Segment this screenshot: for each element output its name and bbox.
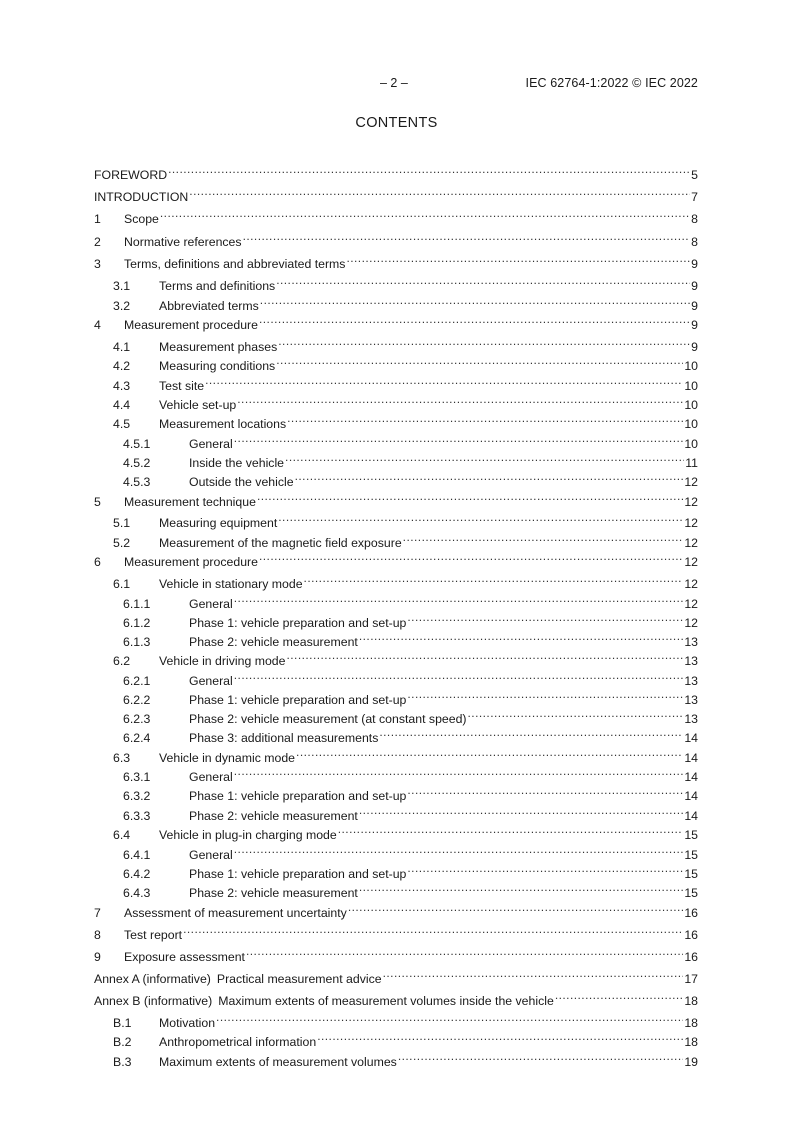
toc-entry-title[interactable]: General — [189, 848, 233, 862]
toc-entry[interactable] — [94, 451, 698, 470]
toc-entry[interactable] — [94, 765, 698, 784]
toc-entry-page: 15 — [684, 828, 698, 842]
dot-leader — [555, 989, 684, 1005]
toc-entry[interactable] — [94, 412, 698, 431]
toc-entry-page: 16 — [684, 928, 698, 942]
toc-entry-title[interactable]: General — [189, 770, 233, 784]
dot-leader — [348, 901, 684, 917]
toc-entry-title[interactable]: Vehicle set-up — [159, 398, 237, 412]
dot-leader — [304, 572, 684, 588]
toc-entry-title[interactable]: Phase 2: vehicle measurement — [189, 809, 358, 823]
toc-entry-number: 5.1 — [113, 516, 131, 530]
toc-entry-number: 6.2.4 — [123, 731, 151, 745]
toc-entry-page: 12 — [684, 516, 698, 530]
toc-entry-number: 4.1 — [113, 340, 131, 354]
toc-entry-page: 18 — [684, 1035, 698, 1049]
toc-entry-page: 14 — [684, 789, 698, 803]
toc-entry[interactable] — [94, 531, 698, 550]
dot-leader — [278, 335, 690, 351]
toc-entry-title[interactable]: Measurement procedure — [124, 555, 258, 569]
toc-entry-title[interactable]: Maximum extents of measurement volumes — [159, 1055, 397, 1069]
toc-entry-number: 6.4.3 — [123, 886, 151, 900]
toc-entry-number: 5.2 — [113, 536, 131, 550]
toc-entry-title[interactable]: Vehicle in dynamic mode — [159, 751, 296, 765]
toc-entry-number: 4.5.3 — [123, 475, 151, 489]
toc-entry-number: 6.2.2 — [123, 693, 151, 707]
dot-leader — [286, 649, 683, 665]
dot-leader — [216, 1011, 683, 1027]
toc-entry-page: 13 — [684, 712, 698, 726]
toc-entry-number: 2 — [94, 235, 101, 249]
toc-entry-number: B.1 — [113, 1016, 132, 1030]
toc-entry-number: 6.2.1 — [123, 674, 151, 688]
toc-entry[interactable] — [94, 313, 698, 332]
dot-leader — [278, 511, 683, 527]
dot-leader — [260, 294, 690, 310]
toc-entry-page: 14 — [684, 751, 698, 765]
toc-entry[interactable] — [94, 1050, 698, 1069]
toc-entry-number: Annex B (informative) — [94, 994, 213, 1008]
toc-entry-page: 12 — [684, 495, 698, 509]
dot-leader — [346, 252, 690, 268]
toc-entry-title[interactable]: Outside the vehicle — [189, 475, 294, 489]
toc-entry-number: 4.3 — [113, 379, 131, 393]
toc-entry-page: 8 — [691, 235, 698, 249]
toc-entry-page: 13 — [684, 654, 698, 668]
toc-entry[interactable] — [94, 572, 698, 591]
toc-entry-title[interactable]: General — [189, 674, 233, 688]
toc-entry-page: 12 — [684, 577, 698, 591]
dot-leader — [407, 611, 683, 627]
toc-entry[interactable] — [94, 989, 698, 1008]
toc-entry[interactable] — [94, 923, 698, 942]
toc-entry-page: 9 — [691, 279, 698, 293]
dot-leader — [234, 765, 684, 781]
dot-leader — [259, 550, 683, 566]
toc-entry-title[interactable]: Scope — [124, 212, 159, 226]
toc-entry-number: 6.3.3 — [123, 809, 151, 823]
dot-leader — [234, 843, 684, 859]
toc-entry-title[interactable]: Exposure assessment — [124, 950, 245, 964]
toc-entry[interactable] — [94, 823, 698, 842]
toc-entry-number: 6.1.1 — [123, 597, 151, 611]
toc-entry-title[interactable]: Phase 3: additional measurements — [189, 731, 379, 745]
toc-entry-page: 12 — [684, 536, 698, 550]
toc-entry-number: 5 — [94, 495, 101, 509]
toc-entry-page: 10 — [684, 398, 698, 412]
toc-entry-title[interactable]: Measuring equipment — [159, 516, 278, 530]
toc-entry-title[interactable]: Test site — [159, 379, 205, 393]
toc-entry-page: 17 — [684, 972, 698, 986]
toc-entry-number: 6.1.2 — [123, 616, 151, 630]
toc-entry-page: 14 — [684, 770, 698, 784]
toc-entry-page: 9 — [691, 257, 698, 271]
toc-entry-page: 12 — [684, 555, 698, 569]
toc-entry-page: 15 — [684, 848, 698, 862]
toc-entry-title[interactable]: Abbreviated terms — [159, 299, 259, 313]
dot-leader — [246, 945, 683, 961]
toc-entry-title[interactable]: Phase 1: vehicle preparation and set-up — [189, 616, 407, 630]
dot-leader — [285, 451, 684, 467]
toc-entry-number: 6.3 — [113, 751, 131, 765]
toc-entry-number: 3.1 — [113, 279, 131, 293]
toc-entry-title[interactable]: Assessment of measurement uncertainty — [124, 906, 347, 920]
toc-entry[interactable] — [94, 784, 698, 803]
toc-entry-page: 8 — [691, 212, 698, 226]
dot-leader — [468, 707, 684, 723]
toc-entry-title[interactable]: Normative references — [124, 235, 242, 249]
toc-entry-number: B.2 — [113, 1035, 132, 1049]
toc-entry-title[interactable]: General — [189, 597, 233, 611]
toc-entry[interactable] — [94, 294, 698, 313]
toc-entry-page: 13 — [684, 693, 698, 707]
toc-entry-page: 9 — [691, 340, 698, 354]
toc-entry-title[interactable]: Inside the vehicle — [189, 456, 285, 470]
dot-leader — [234, 592, 684, 608]
dot-leader — [317, 1030, 683, 1046]
dot-leader — [243, 230, 691, 246]
toc-entry-number: 6.3.2 — [123, 789, 151, 803]
dot-leader — [168, 163, 690, 179]
toc-entry-number: 7 — [94, 906, 101, 920]
dot-leader — [403, 531, 684, 547]
toc-entry-page: 14 — [684, 731, 698, 745]
dot-leader — [383, 967, 684, 983]
toc-entry-title[interactable]: Phase 1: vehicle preparation and set-up — [189, 789, 407, 803]
toc-entry-number: 6.4 — [113, 828, 131, 842]
toc-entry[interactable] — [94, 592, 698, 611]
toc-entry-number: 6 — [94, 555, 101, 569]
toc-entry-page: 15 — [684, 886, 698, 900]
toc-entry[interactable] — [94, 630, 698, 649]
toc-entry[interactable] — [94, 374, 698, 393]
toc-entry[interactable] — [94, 843, 698, 862]
toc-entry-page: 18 — [684, 1016, 698, 1030]
toc-entry-title[interactable]: Vehicle in stationary mode — [159, 577, 303, 591]
toc-entry[interactable] — [94, 511, 698, 530]
toc-entry[interactable] — [94, 901, 698, 920]
toc-entry[interactable] — [94, 862, 698, 881]
dot-leader — [160, 207, 690, 223]
toc-entry[interactable] — [94, 230, 698, 249]
toc-entry-page: 7 — [691, 190, 698, 204]
toc-entry-page: 16 — [684, 950, 698, 964]
toc-entry-title[interactable]: Measurement technique — [124, 495, 256, 509]
toc-entry-page: 10 — [684, 437, 698, 451]
dot-leader — [189, 185, 690, 201]
dot-leader — [234, 432, 684, 448]
dot-leader — [359, 881, 683, 897]
toc-entry-number: 6.2 — [113, 654, 131, 668]
toc-entry[interactable] — [94, 432, 698, 451]
toc-entry-title[interactable]: General — [189, 437, 233, 451]
toc-entry-page: 16 — [684, 906, 698, 920]
dot-leader — [276, 274, 690, 290]
toc-entry-title[interactable]: Practical measurement advice — [216, 972, 382, 986]
toc-entry-page: 18 — [684, 994, 698, 1008]
toc-entry[interactable] — [94, 967, 698, 986]
toc-entry[interactable] — [94, 688, 698, 707]
toc-entry-title[interactable]: Measurement procedure — [124, 318, 258, 332]
dot-leader — [407, 688, 683, 704]
toc-entry-page: 12 — [684, 616, 698, 630]
dot-leader — [205, 374, 683, 390]
toc-entry-page: 10 — [684, 379, 698, 393]
dot-leader — [259, 313, 690, 329]
toc-entry[interactable] — [94, 1011, 698, 1030]
toc-entry[interactable] — [94, 550, 698, 569]
toc-entry-title[interactable]: Motivation — [159, 1016, 216, 1030]
toc-entry-title[interactable]: Phase 2: vehicle measurement — [189, 635, 358, 649]
toc-entry[interactable] — [94, 1030, 698, 1049]
toc-entry-title[interactable]: Measurement locations — [159, 417, 287, 431]
toc-entry-number: 4.4 — [113, 398, 131, 412]
toc-entry-number: 9 — [94, 950, 101, 964]
toc-entry-title[interactable]: Phase 1: vehicle preparation and set-up — [189, 867, 407, 881]
dot-leader — [398, 1050, 683, 1066]
toc-entry[interactable] — [94, 804, 698, 823]
toc-entry[interactable] — [94, 746, 698, 765]
dot-leader — [287, 412, 683, 428]
toc-entry-page: 14 — [684, 809, 698, 823]
toc-entry-number: 6.1 — [113, 577, 131, 591]
toc-entry[interactable] — [94, 707, 698, 726]
toc-entry-title[interactable]: Maximum extents of measurement volumes inside the vehicle — [218, 994, 554, 1008]
toc-entry-number: 6.1.3 — [123, 635, 151, 649]
toc-entry-page: 15 — [684, 867, 698, 881]
dot-leader — [407, 784, 683, 800]
toc-entry-title[interactable]: INTRODUCTION — [94, 190, 189, 204]
dot-leader — [359, 804, 683, 820]
toc-entry-title[interactable]: Measuring conditions — [159, 359, 276, 373]
dot-leader — [338, 823, 684, 839]
toc-entry[interactable] — [94, 470, 698, 489]
dot-leader — [234, 669, 684, 685]
toc-entry[interactable] — [94, 393, 698, 412]
dot-leader — [379, 726, 683, 742]
toc-entry-title[interactable]: FOREWORD — [94, 168, 168, 182]
toc-entry-number: 3.2 — [113, 299, 131, 313]
toc-entry-number: B.3 — [113, 1055, 132, 1069]
toc-entry-page: 9 — [691, 318, 698, 332]
toc-entry-number: 4.5 — [113, 417, 131, 431]
toc-entry-page: 13 — [684, 674, 698, 688]
dot-leader — [183, 923, 683, 939]
toc-entry-number: 4.5.1 — [123, 437, 151, 451]
toc-entry[interactable] — [94, 881, 698, 900]
toc-entry[interactable] — [94, 335, 698, 354]
toc-entry-number: 8 — [94, 928, 101, 942]
toc-entry-page: 19 — [684, 1055, 698, 1069]
toc-entry-page: 10 — [684, 359, 698, 373]
toc-entry[interactable] — [94, 163, 698, 182]
toc-entry-number: Annex A (informative) — [94, 972, 211, 986]
toc-entry-number: 6.3.1 — [123, 770, 151, 784]
dot-leader — [237, 393, 683, 409]
toc-entry-title[interactable]: Test report — [124, 928, 183, 942]
toc-entry-number: 1 — [94, 212, 101, 226]
toc-entry-title[interactable]: Phase 2: vehicle measurement — [189, 886, 358, 900]
toc-entry-number: 6.4.1 — [123, 848, 151, 862]
toc-entry[interactable] — [94, 185, 698, 204]
toc-entry-page: 12 — [684, 475, 698, 489]
toc-entry-number: 6.2.3 — [123, 712, 151, 726]
toc-entry-number: 3 — [94, 257, 101, 271]
toc-entry-page: 10 — [684, 417, 698, 431]
toc-entry-title[interactable]: Measurement phases — [159, 340, 278, 354]
toc-entry[interactable] — [94, 274, 698, 293]
toc-entry[interactable] — [94, 207, 698, 226]
toc-entry-page: 9 — [691, 299, 698, 313]
toc-entry[interactable] — [94, 252, 698, 271]
toc-entry[interactable] — [94, 726, 698, 745]
toc-entry-title[interactable]: Vehicle in driving mode — [159, 654, 286, 668]
toc-entry[interactable] — [94, 649, 698, 668]
toc-entry-title[interactable]: Vehicle in plug-in charging mode — [159, 828, 337, 842]
toc-entry-page: 12 — [684, 597, 698, 611]
toc-entry-title[interactable]: Terms, definitions and abbreviated terms — [124, 257, 346, 271]
toc-entry-page: 13 — [684, 635, 698, 649]
toc-entry-title[interactable]: Measurement of the magnetic field exposure — [159, 536, 402, 550]
toc-entry-title[interactable]: Terms and definitions — [159, 279, 276, 293]
standard-designation: IEC 62764-1:2022 © IEC 2022 — [525, 76, 698, 90]
dot-leader — [296, 746, 683, 762]
toc-entry-page: 5 — [691, 168, 698, 182]
toc-entry-number: 4 — [94, 318, 101, 332]
dot-leader — [407, 862, 683, 878]
toc-entry-title[interactable]: Phase 1: vehicle preparation and set-up — [189, 693, 407, 707]
toc-entry[interactable] — [94, 945, 698, 964]
page-number: – 2 – — [380, 76, 408, 90]
dot-leader — [295, 470, 684, 486]
toc-entry[interactable] — [94, 354, 698, 373]
toc-entry[interactable] — [94, 669, 698, 688]
dot-leader — [257, 490, 683, 506]
toc-entry-number: 4.2 — [113, 359, 131, 373]
dot-leader — [359, 630, 683, 646]
dot-leader — [276, 354, 683, 370]
toc-entry-title[interactable]: Anthropometrical information — [159, 1035, 317, 1049]
toc-entry-number: 4.5.2 — [123, 456, 151, 470]
toc-entry-page: 11 — [685, 456, 698, 470]
toc-entry-title[interactable]: Phase 2: vehicle measurement (at constant speed) — [189, 712, 467, 726]
contents-heading: CONTENTS — [355, 115, 438, 131]
toc-entry-number: 6.4.2 — [123, 867, 151, 881]
toc-entry[interactable] — [94, 611, 698, 630]
toc-entry[interactable] — [94, 490, 698, 509]
